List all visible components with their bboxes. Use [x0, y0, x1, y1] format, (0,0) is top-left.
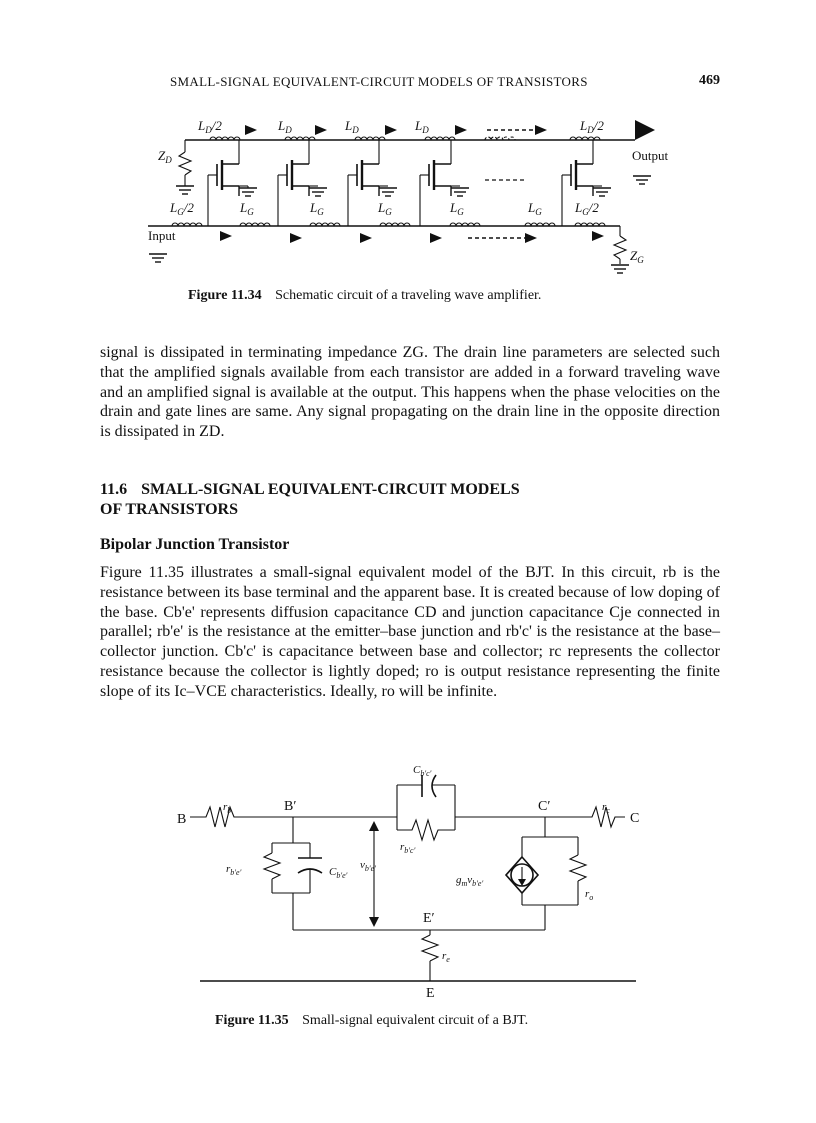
gate-inductor-label: $L_G$	[240, 200, 254, 217]
gm-current-source-ro-parallel	[506, 837, 586, 905]
re-resistor	[422, 930, 438, 981]
svg-text:ZG: $Z_G$	[630, 248, 644, 265]
node-b-prime: B′	[284, 799, 297, 814]
running-header	[100, 74, 720, 94]
svg-text:LD: $L_D$	[415, 118, 429, 135]
output-ground-icon	[633, 176, 651, 184]
svg-text:LG: $L_G$	[450, 200, 464, 217]
svg-text:LD: $L_D$	[345, 118, 359, 135]
zg-terminating-impedance	[611, 226, 644, 273]
rb-resistor	[190, 807, 293, 827]
rbe-label: $r_{b'e'}$	[226, 863, 242, 877]
section-title-line1: SMALL-SIGNAL EQUIVALENT-CIRCUIT MODELS	[141, 481, 520, 498]
figure-traveling-wave-amplifier	[130, 108, 690, 278]
cbc-label: $C_{b'c'}$	[413, 764, 432, 778]
drain-inductor-label: $L_D$	[278, 118, 292, 135]
node-e-prime: E′	[423, 911, 435, 926]
terminal-c: C	[630, 811, 640, 826]
re-label: $r_e$	[442, 950, 450, 964]
body-paragraph-2: Figure 11.35 illustrates a small-signal equivalent model of the BJT. In this circuit, rb is the resistance between its base terminal and the apparent base. It is created because of low doping of the base. Cb'e' represents diffusion capacitance CD and junction capacitance Cje connected in parallel; rb'e' is the resistance at the emitter–base junction and rb'c' is the resistance at the base–collector junction. Cb'c' is capacitance between base and collector; rc represents the collector resistance because the collector is lightly doped; ro is output resistance representing the finite slope of its Ic–VCE characteristics. Ideally, ro will be infinite.	[100, 564, 720, 700]
rb-label: $r_b$	[223, 801, 232, 815]
node-c-prime: C′	[538, 799, 551, 814]
input-label: Input	[148, 228, 176, 243]
cbc-rbc-parallel	[397, 775, 455, 840]
rbe-cbe-parallel	[264, 843, 322, 893]
gate-inductor-half-right: $L_G/2$	[575, 200, 599, 217]
body-paragraph-1: signal is dissipated in terminating impedance ZG. The drain line parameters are selected such that the amplified signals available from each transistor are added in a forward traveling wave and an amplified signal is available at the output. This happens when the phase velocities on the drain and gate lines are same. Any signal propagating on the drain line in the opposite direction is dissipated in ZD.	[100, 344, 720, 441]
figure-label: Figure 11.34	[188, 288, 262, 303]
rc-resistor	[545, 807, 625, 827]
ro-label: $r_o$	[585, 888, 594, 902]
rbc-label: $r_{b'c'}$	[400, 841, 416, 855]
figure-caption-text: Schematic circuit of a traveling wave amplifier.	[275, 288, 542, 303]
gm-label: $g_mv_{b'e'}$	[456, 874, 484, 888]
terminal-b: B	[177, 812, 187, 827]
figure-caption-11-35	[215, 1013, 528, 1029]
terminal-e: E	[426, 986, 435, 1001]
gate-wave-arrows	[220, 231, 604, 243]
cbe-label: $C_{b'e'}$	[329, 866, 348, 880]
input-ground-icon	[149, 254, 167, 262]
gate-inductor-half-left: $L_G/2$	[170, 200, 194, 217]
zd-terminating-impedance	[158, 140, 194, 194]
figure-bjt-equivalent-circuit	[160, 755, 660, 1005]
section-title-line2: OF TRANSISTORS	[100, 501, 238, 518]
svg-text:LG: $L_G$	[378, 200, 392, 217]
vbe-label: $v_{b'e'}$	[360, 859, 376, 873]
figure-caption-11-34	[188, 288, 541, 304]
subsection-heading: Bipolar Junction Transistor	[100, 536, 290, 553]
transistor-stages	[208, 140, 611, 226]
output-label: Output	[632, 148, 669, 163]
svg-text:LG: $L_G$	[310, 200, 324, 217]
svg-text:ZD: $Z_D$	[158, 148, 172, 165]
drain-inductor-half-right: $L_D/2$	[580, 118, 604, 135]
drain-inductor-half-left: $L_D/2$	[198, 118, 222, 135]
figure-caption-text: Small-signal equivalent circuit of a BJT.	[302, 1013, 529, 1028]
section-number: 11.6	[100, 481, 128, 498]
vbe-voltage-arrow	[369, 821, 379, 927]
figure-label: Figure 11.35	[215, 1013, 289, 1028]
running-title: SMALL-SIGNAL EQUIVALENT-CIRCUIT MODELS OF TRANSISTORS	[170, 74, 588, 89]
page-number: 469	[699, 73, 720, 88]
rc-label: $r_c$	[602, 801, 610, 815]
section-heading	[100, 480, 720, 520]
svg-text:LG: $L_G$	[528, 200, 542, 217]
